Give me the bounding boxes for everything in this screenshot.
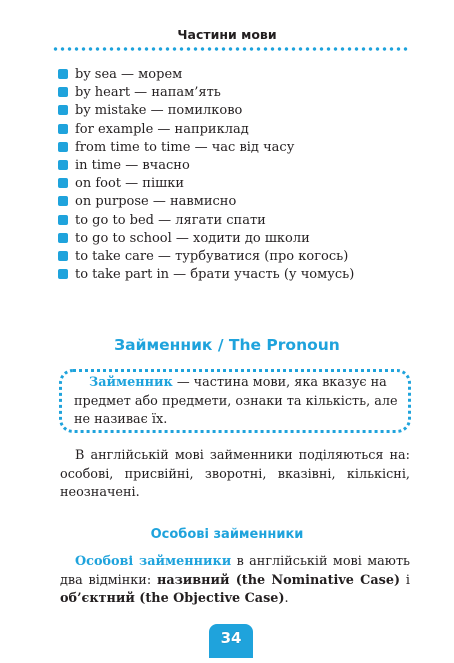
square-bullet-icon [58, 196, 68, 206]
list-item [58, 102, 354, 120]
phrase-text: by heart — напам’ять [75, 85, 221, 101]
square-bullet-icon [58, 142, 68, 152]
phrase-text: to go to bed — лягати спати [75, 212, 266, 228]
personal-text-3: . [284, 591, 289, 606]
definition-term: Займенник [89, 375, 173, 390]
square-bullet-icon [58, 178, 68, 188]
square-bullet-icon [58, 87, 68, 97]
list-item [58, 157, 354, 175]
list-item [58, 121, 354, 139]
square-bullet-icon [58, 215, 68, 225]
nominative-case: називний (the Nominative Case) [156, 572, 401, 588]
list-item [58, 266, 354, 284]
definition-text [74, 374, 404, 430]
personal-pronouns-paragraph [60, 553, 410, 609]
phrase-text: to take part in — брати участь (у чомусь) [75, 267, 355, 283]
square-bullet-icon [58, 124, 68, 134]
square-bullet-icon [58, 251, 68, 261]
header-dotted-rule [52, 47, 408, 51]
list-item [58, 139, 354, 157]
subsection-title: Особові займенники [150, 527, 304, 542]
square-bullet-icon [58, 269, 68, 279]
phrase-text: for example — наприклад [75, 121, 249, 137]
list-item [58, 175, 354, 193]
personal-term: Особові займенники [75, 554, 232, 569]
phrase-text: by sea — морем [75, 67, 183, 82]
definition-body: — частина мови, яка вказує на предмет або предмети, ознаки та кількість, але не називає їх. [74, 375, 398, 427]
square-bullet-icon [58, 160, 68, 170]
list-item [58, 84, 354, 102]
phrase-text: on foot — пішки [75, 176, 184, 192]
page-number-tab [209, 624, 253, 658]
personal-text-2: і [400, 572, 410, 588]
phrase-text: from time to time — час від часу [75, 139, 295, 155]
phrase-list [58, 66, 354, 284]
intro-paragraph: В англійській мові займенники поділяються на: особові, присвійні, зворотні, вказівні, кількісні, неозначені. [60, 448, 410, 500]
objective-case: об’єктний (the Objective Case) [60, 591, 285, 606]
list-item [58, 66, 354, 84]
personal-text-1: в англійській мові мають два відмінки: [60, 554, 410, 588]
phrase-text: by mistake — помилково [75, 103, 243, 119]
square-bullet-icon [58, 105, 68, 115]
phrase-text: in time — вчасно [75, 157, 190, 173]
phrase-text: to take care — турбуватися (про когось) [75, 248, 349, 264]
running-header: Частини мови [177, 27, 277, 42]
list-item [58, 230, 354, 248]
phrase-text: to go to school — ходити до школи [75, 230, 310, 246]
list-item [58, 248, 354, 266]
section-title: Займенник / The Pronoun [114, 336, 340, 354]
square-bullet-icon [58, 69, 68, 79]
phrase-text: on purpose — навмисно [75, 194, 237, 210]
square-bullet-icon [58, 233, 68, 243]
list-item [58, 212, 354, 230]
page-number: 34 [220, 629, 242, 647]
list-item [58, 193, 354, 211]
